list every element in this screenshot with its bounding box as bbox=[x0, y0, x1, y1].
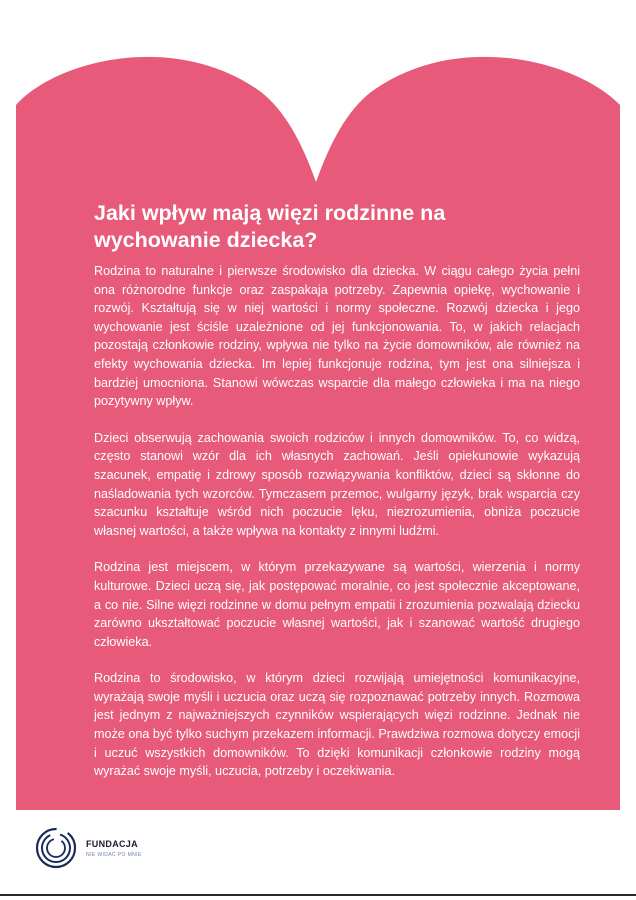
foundation-logo bbox=[34, 826, 234, 870]
article-body bbox=[94, 262, 580, 799]
logo-title: FUNDACJA bbox=[86, 839, 138, 849]
paragraph-3: Rodzina jest miejscem, w którym przekazywane są wartości, wierzenia i normy kulturowe. Dzieci uczą się, jak postępować moralnie, co jest społecznie akceptowane, a co nie. Silne więzi rodzinne w domu pełnym empatii i zrozumienia pozwalają dziecku zarówno ukształtować poczucie własnej wartości, jak i szanować wartość drugiego człowieka. bbox=[94, 560, 580, 649]
paragraph-1: Rodzina to naturalne i pierwsze środowisko dla dziecka. W ciągu całego życia pełni ona różnorodne funkcje oraz zaspakaja potrzeby. Zapewnia opiekę, wychowanie i rozwój. Kształtują się w niej wartości i normy społeczne. Rozwój dziecka i jego wychowanie jest ściśle uzależnione od jej funkcjonowania. To, w jakich relacjach pozostają członkowie rodziny, wpływa nie tylko na życie domowników, ale również na efekty wychowania dziecka. Im lepiej funkcjonuje rodzina, tym jest ona silniejsza i bardziej umocniona. Stanowi wówczas wsparcie dla małego człowieka i ma na niego pozytywny wpływ. bbox=[94, 264, 580, 409]
page-title: Jaki wpływ mają więzi rodzinne na wychowanie dziecka? bbox=[94, 201, 446, 252]
logo-subtitle: NIE WIDAĆ PO MNIE bbox=[86, 852, 142, 858]
logo-rings-icon bbox=[34, 826, 80, 872]
paragraph-2: Dzieci obserwują zachowania swoich rodziców i innych domowników. To, co widzą, często stanowi wzór dla ich własnych zachowań. Jeśli opiekunowie wykazują szacunek, empatię i zdrowy sposób rozwiązywania konfliktów, dzieci są skłonne do naśladowania tych wzorców. Tymczasem przemoc, wulgarny język, brak wsparcia czy szacunku kształtuje wśród nich poczucie lęku, niezrozumienia, obniża poczucie własnej wartości, a także wpływa na kontakty z innymi ludźmi. bbox=[94, 430, 580, 538]
heart-card bbox=[16, 0, 620, 810]
bottom-divider bbox=[0, 894, 636, 896]
paragraph-4: Rodzina to środowisko, w którym dzieci rozwijają umiejętności komunikacyjne, wyrażają swoje myśli i uczucia oraz uczą się rozpoznawać potrzeby innych. Rozmowa jest jednym z najważniejszych czynników wspierających więzi rodzinne. Jednak nie może ona być tylko suchym przekazem informacji. Prawdziwa rozmowa dotyczy emocji i uczuć wszystkich domowników. To dzięki komunikacji członkowie rodziny mogą wyrażać swoje myśli, uczucia, potrzeby i oczekiwania. bbox=[94, 671, 580, 779]
